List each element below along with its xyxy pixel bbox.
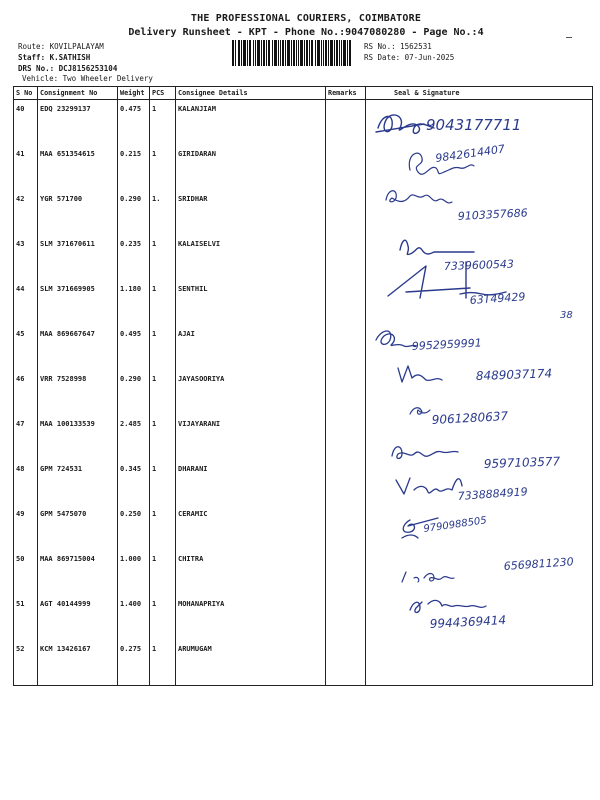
row-weight: 0.275 — [118, 640, 150, 686]
row-consignment-no: MAA 100133539 — [38, 415, 118, 460]
row-sno: 46 — [14, 370, 38, 415]
table-row — [14, 595, 593, 640]
row-signature — [366, 550, 593, 595]
row-remarks — [326, 460, 366, 505]
table-row — [14, 325, 593, 370]
row-consignment-no: KCM 13426167 — [38, 640, 118, 686]
row-signature — [366, 190, 593, 235]
barcode-image — [232, 40, 352, 66]
col-sno-header: S No — [14, 87, 38, 100]
table-row — [14, 550, 593, 595]
col-consignment-header: Consignment No — [38, 87, 118, 100]
row-pcs: 1. — [150, 190, 176, 235]
row-signature — [366, 640, 593, 686]
row-remarks — [326, 100, 366, 146]
row-sno: 43 — [14, 235, 38, 280]
scan-mark — [566, 37, 572, 38]
handwritten-phone: 7338884919 — [457, 485, 529, 503]
row-signature — [366, 505, 593, 550]
table-row — [14, 145, 593, 190]
row-consignment-no: MAA 651354615 — [38, 145, 118, 190]
row-sno: 49 — [14, 505, 38, 550]
row-consignee: KALAISELVI — [176, 235, 326, 280]
handwritten-phone: 9061280637 — [431, 409, 509, 427]
table-row — [14, 100, 593, 146]
row-sno: 47 — [14, 415, 38, 460]
row-consignee: KALANJIAM — [176, 100, 326, 146]
row-sno: 45 — [14, 325, 38, 370]
route-info: Route: KOVILPALAYAM — [18, 42, 104, 51]
row-consignee: VIJAYARANI — [176, 415, 326, 460]
row-remarks — [326, 640, 366, 686]
row-consignment-no: MAA 869715004 — [38, 550, 118, 595]
row-signature — [366, 280, 593, 325]
row-remarks — [326, 145, 366, 190]
row-weight: 0.250 — [118, 505, 150, 550]
row-remarks — [326, 595, 366, 640]
row-weight: 0.290 — [118, 370, 150, 415]
handwritten-phone: 9842614407 — [434, 142, 506, 165]
row-sno: 48 — [14, 460, 38, 505]
row-consignment-no: SLM 371669905 — [38, 280, 118, 325]
handwritten-phone: 6569811230 — [503, 555, 575, 573]
row-pcs: 1 — [150, 595, 176, 640]
row-signature — [366, 460, 593, 505]
row-weight: 1.000 — [118, 550, 150, 595]
row-pcs: 1 — [150, 280, 176, 325]
table-row — [14, 460, 593, 505]
row-consignee: SENTHIL — [176, 280, 326, 325]
row-pcs: 1 — [150, 370, 176, 415]
row-sno: 42 — [14, 190, 38, 235]
row-pcs: 1 — [150, 505, 176, 550]
row-consignment-no: SLM 371670611 — [38, 235, 118, 280]
row-signature — [366, 100, 593, 146]
handwritten-phone: 9043177711 — [426, 116, 522, 134]
row-consignment-no: GPM 5475070 — [38, 505, 118, 550]
vehicle-info: Vehicle: Two Wheeler Delivery — [22, 74, 153, 83]
row-remarks — [326, 190, 366, 235]
row-weight: 0.290 — [118, 190, 150, 235]
row-consignee: CERAMIC — [176, 505, 326, 550]
table-row — [14, 190, 593, 235]
handwritten-phone: 63T49429 — [469, 290, 526, 307]
row-consignee: ARUMUGAM — [176, 640, 326, 686]
handwritten-phone: 9790988505 — [422, 515, 488, 535]
handwritten-phone: 9103357686 — [457, 206, 529, 223]
row-pcs: 1 — [150, 415, 176, 460]
col-pcs-header: PCS — [150, 87, 176, 100]
row-pcs: 1 — [150, 235, 176, 280]
row-consignee: MOHANAPRIYA — [176, 595, 326, 640]
row-sno: 50 — [14, 550, 38, 595]
col-signature-header: Seal & Signature — [366, 87, 593, 100]
row-remarks — [326, 235, 366, 280]
handwritten-note: 38 — [560, 310, 573, 321]
row-remarks — [326, 550, 366, 595]
row-consignment-no: GPM 724531 — [38, 460, 118, 505]
row-weight: 1.180 — [118, 280, 150, 325]
row-consignment-no: EDQ 23299137 — [38, 100, 118, 146]
handwritten-phone: 9597103577 — [483, 454, 561, 471]
handwritten-phone: 7339600543 — [443, 257, 515, 273]
row-remarks — [326, 415, 366, 460]
table-row — [14, 235, 593, 280]
col-consignee-header: Consignee Details — [176, 87, 326, 100]
row-remarks — [326, 280, 366, 325]
row-consignee: DHARANI — [176, 460, 326, 505]
row-weight: 2.485 — [118, 415, 150, 460]
row-consignment-no: YGR 571700 — [38, 190, 118, 235]
row-remarks — [326, 370, 366, 415]
row-consignee: JAYASOORIYA — [176, 370, 326, 415]
row-consignee: GIRIDARAN — [176, 145, 326, 190]
row-pcs: 1 — [150, 550, 176, 595]
drs-number: DRS No.: DCJ8156253104 — [18, 64, 118, 73]
table-row — [14, 280, 593, 325]
row-consignee: AJAI — [176, 325, 326, 370]
row-remarks — [326, 325, 366, 370]
row-pcs: 1 — [150, 325, 176, 370]
row-sno: 44 — [14, 280, 38, 325]
handwritten-phone: 9944369414 — [429, 613, 507, 631]
row-sno: 52 — [14, 640, 38, 686]
row-weight: 0.215 — [118, 145, 150, 190]
row-signature — [366, 415, 593, 460]
row-pcs: 1 — [150, 100, 176, 146]
row-signature — [366, 370, 593, 415]
row-pcs: 1 — [150, 145, 176, 190]
staff-info: Staff: K.SATHISH — [18, 53, 91, 62]
row-sno: 40 — [14, 100, 38, 146]
col-remarks-header: Remarks — [326, 87, 366, 100]
row-weight: 0.235 — [118, 235, 150, 280]
runsheet-table — [13, 86, 593, 686]
table-header-row — [14, 87, 593, 100]
document-subtitle: Delivery Runsheet - KPT - Phone No.:9047080280 - Page No.:4 — [128, 27, 484, 38]
table-row — [14, 415, 593, 460]
document-title: THE PROFESSIONAL COURIERS, COIMBATORE — [190, 13, 422, 24]
row-remarks — [326, 505, 366, 550]
row-sno: 51 — [14, 595, 38, 640]
row-pcs: 1 — [150, 640, 176, 686]
row-consignment-no: MAA 869667647 — [38, 325, 118, 370]
rs-date: RS Date: 07-Jun-2025 — [364, 53, 455, 62]
row-pcs: 1 — [150, 460, 176, 505]
row-consignee: SRIDHAR — [176, 190, 326, 235]
row-weight: 0.495 — [118, 325, 150, 370]
table-row — [14, 640, 593, 686]
handwritten-phone: 8489037174 — [475, 366, 553, 383]
handwritten-phone: 9952959991 — [411, 336, 483, 353]
rs-number: RS No.: 1562531 — [364, 42, 432, 51]
row-sno: 41 — [14, 145, 38, 190]
row-signature — [366, 235, 593, 280]
row-consignment-no: AGT 40144999 — [38, 595, 118, 640]
row-consignee: CHITRA — [176, 550, 326, 595]
row-signature — [366, 145, 593, 190]
row-signature — [366, 595, 593, 640]
row-signature — [366, 325, 593, 370]
row-weight: 1.400 — [118, 595, 150, 640]
row-weight: 0.345 — [118, 460, 150, 505]
row-consignment-no: VRR 7528998 — [38, 370, 118, 415]
col-weight-header: Weight — [118, 87, 150, 100]
table-row — [14, 370, 593, 415]
table-row — [14, 505, 593, 550]
row-weight: 0.475 — [118, 100, 150, 146]
